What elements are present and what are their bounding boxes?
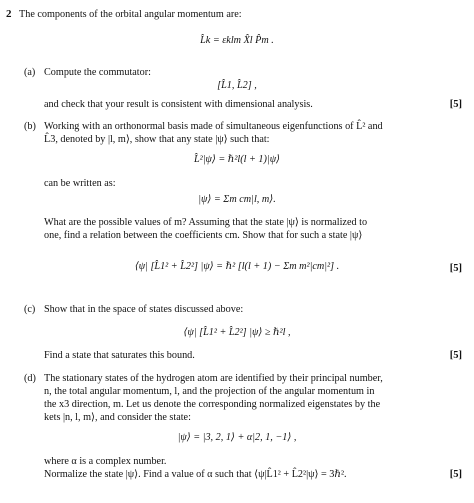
intro-equation: L̂k = εklm X̂l P̂m .: [200, 35, 274, 46]
part-b-equation-1: L̂²|ψ⟩ = ℏ²l(l + 1)|ψ⟩: [193, 154, 281, 165]
part-c-line1: Show that in the space of states discussed above:: [44, 304, 244, 315]
part-d-marks: [5]: [449, 469, 462, 480]
part-a-equation: [L̂1, L̂2] ,: [217, 80, 257, 91]
part-b-marks: [5]: [449, 263, 462, 274]
part-d-label: (d): [24, 373, 36, 384]
part-b-line1: Working with an orthonormal basis made of simultaneous eigenfunctions of L̂² and: [44, 121, 383, 132]
part-d-line6: Normalize the state |ψ⟩. Find a value of α such that ⟨ψ|L̂1² + L̂2²|ψ⟩ = 3ℏ².: [44, 469, 347, 480]
part-c-label: (c): [24, 304, 36, 315]
part-d-line3: the x3 direction, m. Let us denote the corresponding normalized eigenstates by the: [44, 399, 381, 410]
part-d-equation: |ψ⟩ = |3, 2, 1⟩ + α|2, 1, −1⟩ ,: [177, 432, 297, 443]
part-c-equation: ⟨ψ| [L̂1² + L̂2²] |ψ⟩ ≥ ℏ²l ,: [183, 327, 291, 338]
part-c-marks: [5]: [449, 350, 462, 361]
part-b-line3: can be written as:: [44, 178, 116, 189]
part-c-line2: Find a state that saturates this bound.: [44, 350, 195, 361]
question-intro: The components of the orbital angular momentum are:: [19, 9, 242, 20]
part-b-label: (b): [24, 121, 36, 132]
part-a-label: (a): [24, 67, 36, 78]
question-number: 2: [6, 8, 12, 20]
part-b-equation-2: |ψ⟩ = Σm cm|l, m⟩.: [198, 194, 276, 205]
part-d-line2: n, the total angular momentum, l, and the projection of the angular momentum in: [44, 386, 375, 397]
part-b-line5: one, find a relation between the coefficients cm. Show that for such a state |ψ⟩: [44, 230, 363, 241]
part-a-line1: Compute the commutator:: [44, 67, 151, 78]
part-b-line4: What are the possible values of m? Assuming that the state |ψ⟩ is normalized to: [44, 217, 368, 228]
part-d-line5: where α is a complex number.: [44, 456, 167, 467]
part-a-marks: [5]: [449, 99, 462, 110]
part-d-line1: The stationary states of the hydrogen atom are identified by their principal number,: [44, 373, 383, 384]
part-b-equation-3: ⟨ψ| [L̂1² + L̂2²] |ψ⟩ = ℏ² [l(l + 1) − Σm m²|cm|²] .: [134, 261, 340, 272]
part-a-line2: and check that your result is consistent with dimensional analysis.: [44, 99, 313, 110]
part-d-line4: kets |n, l, m⟩, and consider the state:: [44, 412, 191, 423]
part-b-line2: L̂3, denoted by |l, m⟩, show that any state |ψ⟩ such that:: [44, 134, 270, 145]
